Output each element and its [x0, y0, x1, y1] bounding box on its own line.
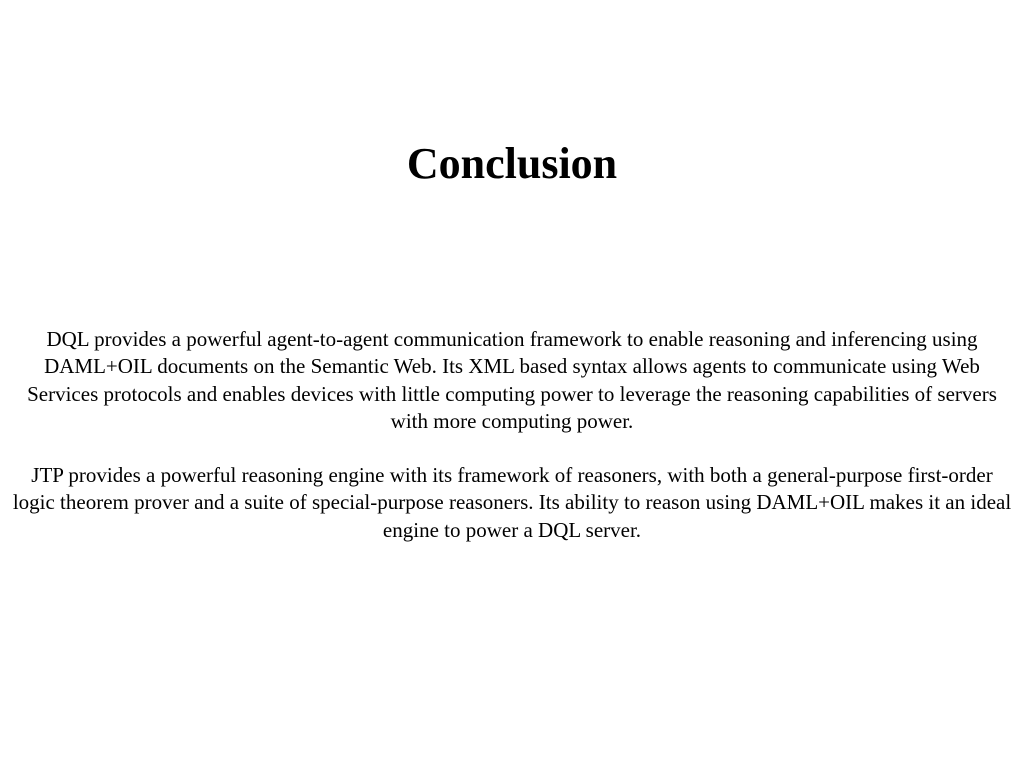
paragraph-dql: DQL provides a powerful agent-to-agent communication framework to enable reasoning and inferencing using DAML+OIL documents on the Semantic Web. Its XML based syntax allows agents to communicate using Web Services protocols and enables devices with little computing power to leverage the reasoning capabilities of servers with more computing power.	[27, 327, 997, 433]
paragraph-jtp: JTP provides a powerful reasoning engine with its framework of reasoners, with both a general-purpose first-order logic theorem prover and a suite of special-purpose reasoners. Its ability to reason using DAML+OIL makes it an ideal engine to power a DQL server.	[12, 463, 1012, 542]
slide-title: Conclusion	[406, 139, 618, 188]
slide-body	[8, 326, 1016, 544]
